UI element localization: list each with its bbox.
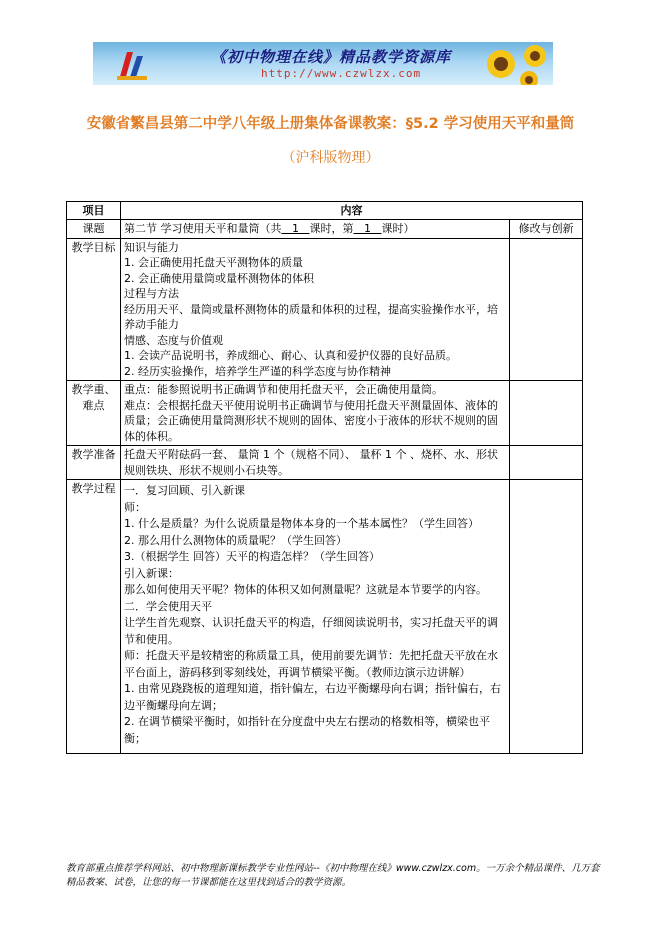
goal-line: 1. 会读产品说明书，养成细心、耐心、认真和爱护仪器的良好品质。 xyxy=(123,349,457,362)
process-content xyxy=(120,480,509,754)
process-line: 1. 什么是质量？为什么说质量是物体本身的一个基本属性？（学生回答） xyxy=(123,517,479,530)
table-header-row xyxy=(67,202,583,220)
process-row xyxy=(67,480,583,754)
revision-header: 修改与创新 xyxy=(510,220,583,239)
process-line: 引入新课： xyxy=(123,566,179,580)
keypoints-label: 教学重、难点 xyxy=(67,381,121,446)
prep-revision xyxy=(510,446,583,480)
process-line: 师：托盘天平是较精密的称质量工具，使用前要先调节：先把托盘天平放在水平台面上，游码移到零刻线处，再调节横梁平衡。（教师边演示边讲解） xyxy=(123,649,498,679)
process-line: 二．学会使用天平 xyxy=(123,599,212,613)
process-line: 2. 在调节横梁平衡时，如指针在分度盘中央左右摆动的格数相等，横梁也平衡； xyxy=(123,715,490,745)
prep-row xyxy=(67,446,583,480)
goal-line: 2. 经历实验操作，培养学生严谨的科学态度与协作精神 xyxy=(123,364,391,378)
keypoints-revision xyxy=(510,381,583,446)
goal-line: 1. 会正确使用托盘天平测物体的质量 xyxy=(123,256,303,269)
process-line: 让学生首先观察、认识托盘天平的构造，仔细阅读说明书，实习托盘天平的调节和使用。 xyxy=(123,616,498,646)
goals-revision xyxy=(510,238,583,381)
header-content: 内容 xyxy=(120,202,582,220)
banner-title: 《初中物理在线》精品教学资源库 xyxy=(211,48,452,66)
prep-label: 教学准备 xyxy=(67,446,121,480)
keypoint-line: 难点：会根据托盘天平使用说明书正确调节与使用托盘天平测量固体、液体的质量；会正确使用量筒测形状不规则的固体、密度小于液体的形状不规则的固体的体积。 xyxy=(123,398,498,443)
goal-line: 经历用天平、量筒或量杯测物体的质量和体积的过程，提高实验操作水平，培养动手能力 xyxy=(123,302,498,331)
process-label: 教学过程 xyxy=(67,480,121,754)
goal-line: 2. 会正确使用量筒或量杯测物体的体积 xyxy=(123,271,314,285)
keypoints-content xyxy=(120,381,509,446)
goal-line: 过程与方法 xyxy=(123,287,179,300)
document-title: 安徽省繁昌县第二中学八年级上册集体备课教案：§5.2 学习使用天平和量筒 xyxy=(86,116,575,132)
sunflower-icon xyxy=(473,42,553,85)
goals-row xyxy=(67,238,583,381)
keypoint-line: 重点：能参照说明书正确调节和使用托盘天平，会正确使用量筒。 xyxy=(123,383,443,396)
footer-note: 教育部重点推荐学科网站、初中物理新课标教学专业性网站--《初中物理在线》www.czwlzx.com。一万余个精品课件、几万套精品教案、试卷，让您的每一节课都能在这里找到适合的教学资源。 xyxy=(66,863,600,888)
total-lessons: 1 xyxy=(291,222,299,235)
topic-label: 课题 xyxy=(67,220,121,239)
header-banner xyxy=(93,42,553,85)
header-item: 项目 xyxy=(67,202,121,220)
process-line: 一．复习回顾、引入新课 xyxy=(123,484,245,497)
topic-content xyxy=(120,220,509,239)
process-line: 3.（根据学生 回答）天平的构造怎样？（学生回答） xyxy=(123,550,380,563)
topic-text: 第二节 学习使用天平和量筒（共 1 课时，第 1 课时） xyxy=(123,222,415,235)
prep-content xyxy=(120,446,509,480)
lesson-number: 1 xyxy=(363,222,371,235)
process-line: 2. 那么用什么测物体的质量呢？（学生回答） xyxy=(123,533,347,547)
process-line: 那么如何使用天平呢？物体的体积又如何测量呢？这就是本节要学的内容。 xyxy=(123,583,487,596)
goal-line: 知识与能力 xyxy=(123,240,179,254)
document-subtitle: （沪科版物理） xyxy=(281,150,380,166)
banner-url[interactable]: http://www.czwlzx.com xyxy=(261,67,422,80)
process-revision xyxy=(510,480,583,754)
lesson-plan-table xyxy=(66,201,583,754)
goals-label: 教学目标 xyxy=(67,238,121,381)
prep-line: 托盘天平附砝码一套、 量筒 1 个（规格不同）、 量杯 1 个 、烧杯、水、形状规则铁块、形状不规则小石块等。 xyxy=(123,448,498,477)
goal-line: 情感、态度与价值观 xyxy=(123,333,223,347)
process-line: 1. 由常见跷跷板的道理知道，指针偏左，右边平衡螺母向右调；指针偏右，右边平衡螺母向左调； xyxy=(123,682,501,712)
topic-row xyxy=(67,220,583,239)
process-line: 师： xyxy=(123,500,146,514)
site-logo-icon xyxy=(113,46,151,82)
goals-content xyxy=(120,238,509,381)
keypoints-row xyxy=(67,381,583,446)
